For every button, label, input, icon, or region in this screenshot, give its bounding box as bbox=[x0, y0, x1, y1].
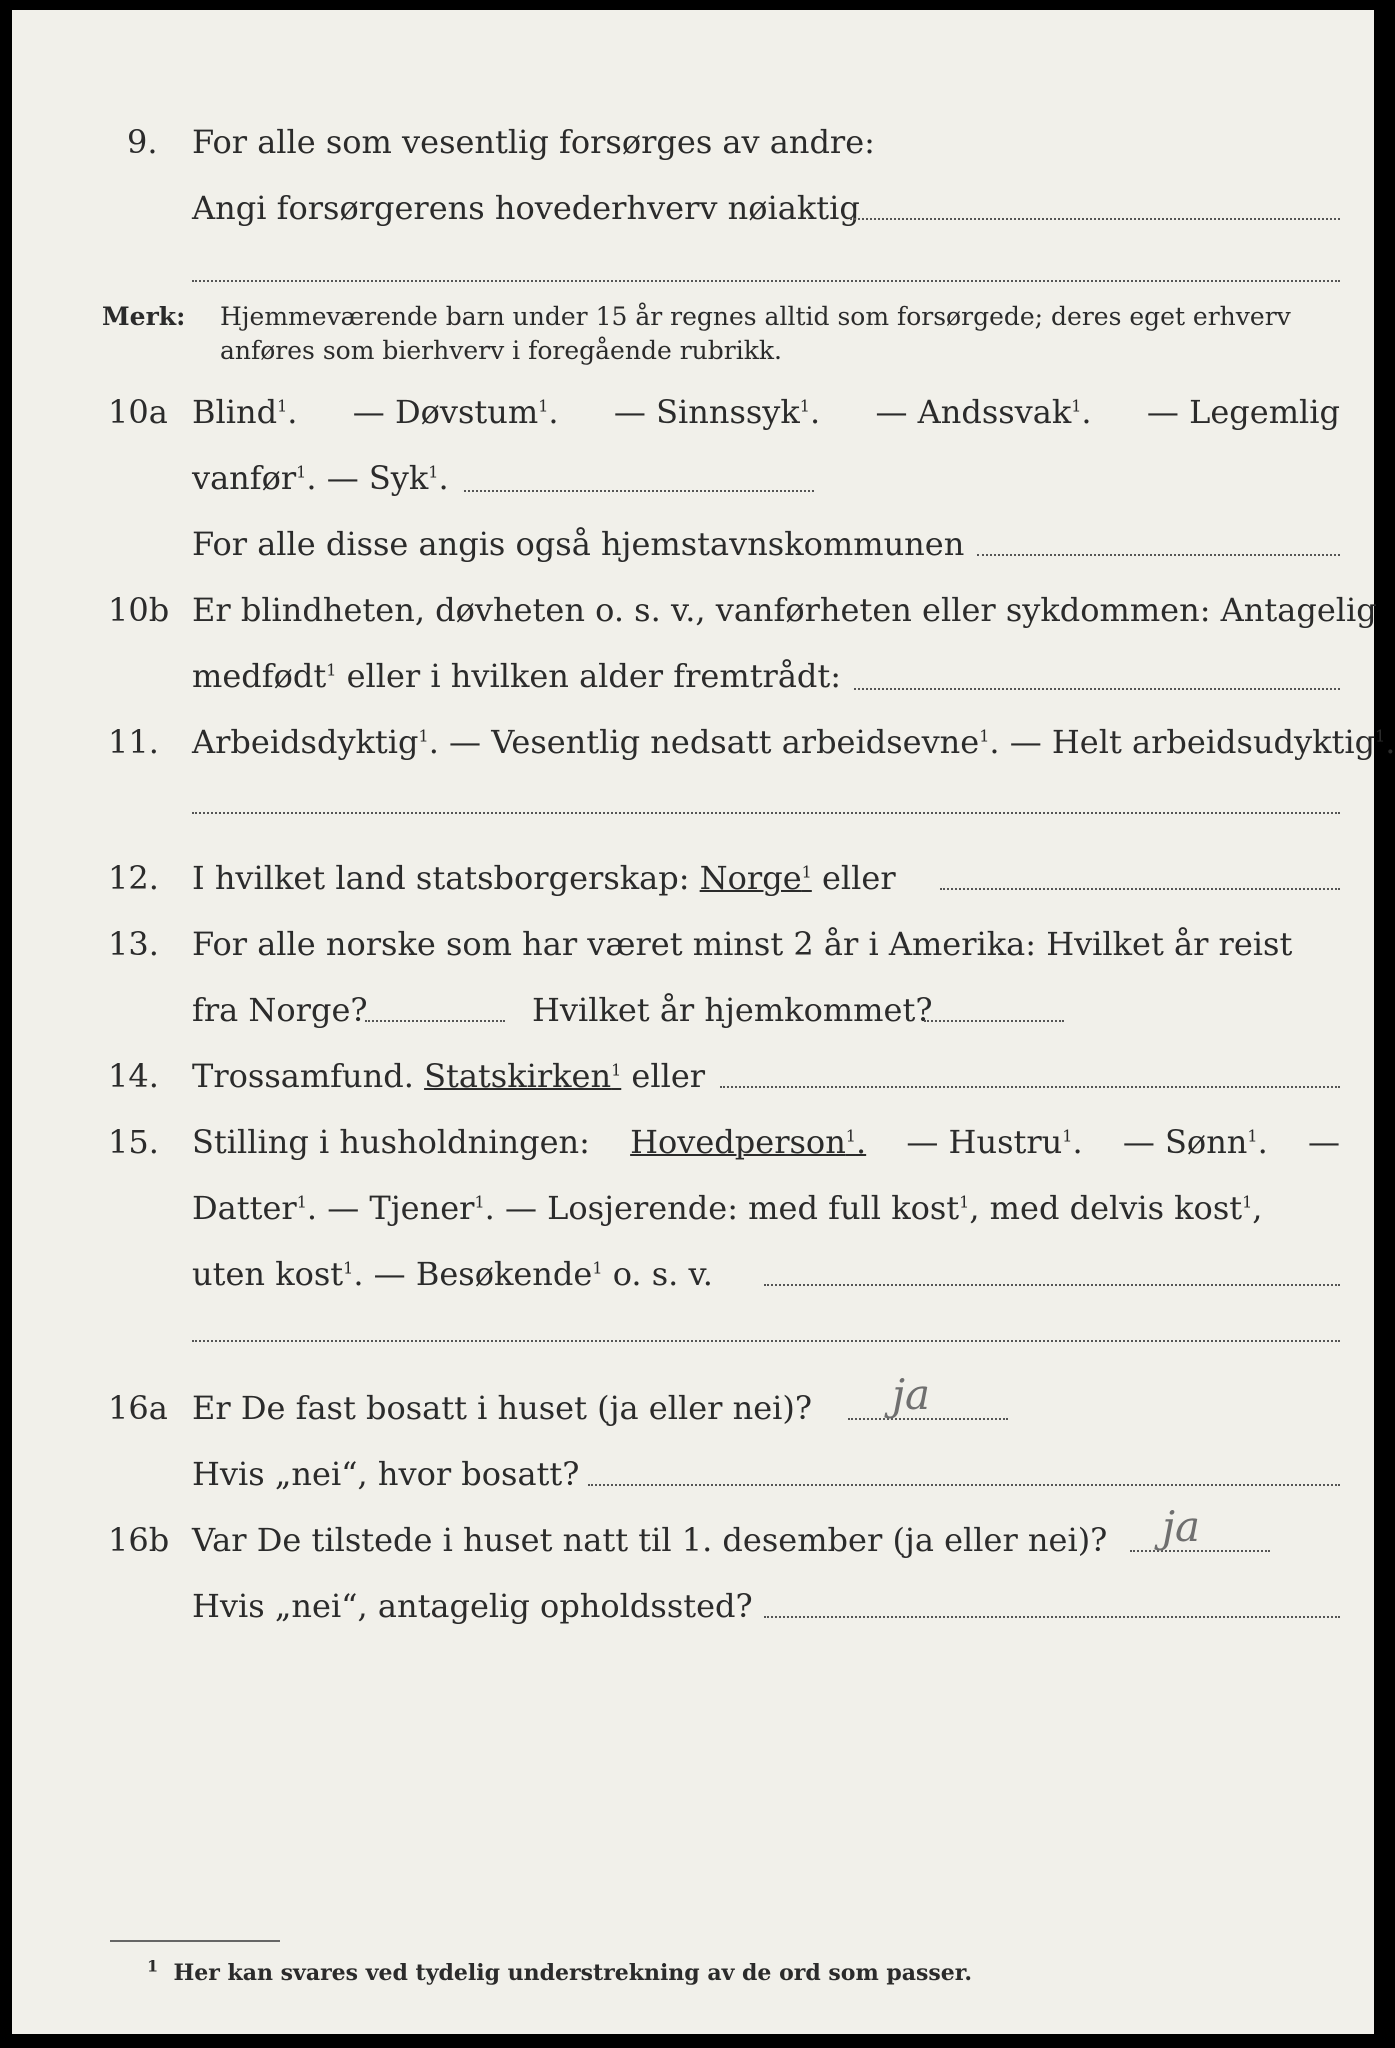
q9-line1: For alle som vesentlig forsørges av andre: bbox=[192, 123, 875, 161]
q12-text: I hvilket land statsborgerskap: bbox=[192, 859, 690, 897]
q9-number: 9. bbox=[127, 123, 158, 161]
q12-eller: eller bbox=[821, 859, 896, 897]
q11-nedsatt: — Vesentlig nedsatt arbeidsevne bbox=[449, 723, 980, 761]
q15-hovedperson-label: Hovedperson bbox=[630, 1123, 846, 1161]
q16b-line2: Hvis „nei“, antagelig opholdssted? bbox=[192, 1587, 753, 1625]
sup-mark: 1 bbox=[296, 462, 307, 482]
q10b-number: 10b bbox=[108, 591, 170, 629]
q10a-dovstum: — Døvstum bbox=[352, 393, 539, 431]
q16b-number: 16b bbox=[108, 1521, 170, 1559]
q10a-andssvak: — Andssvak bbox=[875, 393, 1072, 431]
q16a-bosatt-field[interactable] bbox=[588, 1484, 1340, 1486]
q10a-legemlig: — Legemlig bbox=[1146, 393, 1340, 431]
q9-answer-field-2[interactable] bbox=[192, 280, 1340, 282]
footnote bbox=[147, 1956, 973, 1986]
sup-mark: 1 bbox=[326, 660, 337, 680]
sup-mark: 1 bbox=[277, 396, 288, 416]
q15-tjener: — Tjener bbox=[327, 1189, 475, 1227]
q10a-line1: Blind$^1$. — Døvstum$^1$. — Sinnssyk$^1$. — Andssvak$^1$. — Legemlig bbox=[192, 393, 1340, 431]
q13-line1: For alle norske som har været minst 2 år i Amerika: Hvilket år reist bbox=[192, 925, 1293, 963]
q14-text: Trossamfund. bbox=[192, 1057, 414, 1095]
sup-mark: 1 bbox=[799, 396, 810, 416]
q14-number: 14. bbox=[108, 1057, 159, 1095]
q16b-handwritten-answer: ja bbox=[1162, 1502, 1201, 1551]
q16a-line1: Er De fast bosatt i huset (ja eller nei)? bbox=[192, 1389, 813, 1427]
q16b-line1: Var De tilstede i huset natt til 1. desember (ja eller nei)? bbox=[192, 1521, 1108, 1559]
q15-hustru: — Hustru bbox=[906, 1123, 1063, 1161]
q13-reist: fra Norge? bbox=[192, 991, 368, 1029]
q12-number: 12. bbox=[108, 859, 159, 897]
q15-hovedperson[interactable]: Hovedperson$^1$. bbox=[630, 1123, 867, 1161]
q12-country-field[interactable] bbox=[940, 888, 1340, 890]
sup-mark: 1 bbox=[979, 726, 990, 746]
sup-mark: 1 bbox=[1375, 726, 1386, 746]
q16a-line2: Hvis „nei“, hvor bosatt? bbox=[192, 1455, 580, 1493]
sup-mark: 1 bbox=[1242, 1192, 1253, 1212]
q15-line2: Datter$^1$. — Tjener$^1$. — Losjerende: med full kost$^1$, med delvis kost$^1$, bbox=[192, 1189, 1263, 1227]
q15-datter: Datter bbox=[192, 1189, 297, 1227]
sup-mark: 1 bbox=[474, 1192, 485, 1212]
sup-mark: 1 bbox=[418, 726, 429, 746]
q11-udyktig: — Helt arbeidsudyktig bbox=[1009, 723, 1376, 761]
q10a-vanfor: vanfør bbox=[192, 459, 297, 497]
q15-number: 15. bbox=[108, 1123, 159, 1161]
q14-trossamfund-field[interactable] bbox=[720, 1086, 1340, 1088]
sup-mark: 1 bbox=[801, 862, 812, 882]
footnote-rule bbox=[110, 1940, 280, 1942]
q11-answer-field[interactable] bbox=[192, 812, 1340, 814]
sup-mark: 1 bbox=[538, 396, 549, 416]
q15-stilling-field[interactable] bbox=[764, 1284, 1340, 1286]
q15-sonn: — Sønn bbox=[1122, 1123, 1248, 1161]
q10a-blind: Blind bbox=[192, 393, 278, 431]
footnote-mark: 1 bbox=[147, 1956, 159, 1976]
sup-mark: 1 bbox=[1247, 1126, 1258, 1146]
q14-statskirken[interactable] bbox=[424, 1057, 621, 1095]
q9-answer-field[interactable] bbox=[850, 218, 1340, 220]
q15-dash: — bbox=[1307, 1123, 1340, 1161]
q10b-medfodt: medfødt bbox=[192, 657, 327, 695]
sup-mark: 1 bbox=[343, 1258, 354, 1278]
q9-line2: Angi forsørgerens hovederhverv nøiaktig bbox=[192, 189, 860, 227]
q13-reist-field[interactable] bbox=[365, 1020, 505, 1022]
q10a-hjemstavn-field[interactable] bbox=[977, 554, 1340, 556]
q15-line1: Stilling i husholdningen: Hovedperson$^1$. — Hustru$^1$. — Sønn$^1$. — bbox=[192, 1123, 1340, 1161]
q10a-syk-field[interactable] bbox=[464, 490, 814, 492]
q15-uten-kost: uten kost bbox=[192, 1255, 344, 1293]
q13-hjemkommet: Hvilket år hjemkommet? bbox=[532, 991, 933, 1029]
q13-number: 13. bbox=[108, 925, 159, 963]
q15-besokende: — Besøkende bbox=[373, 1255, 593, 1293]
sup-mark: 1 bbox=[1062, 1126, 1073, 1146]
q10a-sinnssyk: — Sinnssyk bbox=[613, 393, 800, 431]
q15-osv: o. s. v. bbox=[612, 1255, 713, 1293]
q10b-line1: Er blindheten, døvheten o. s. v., vanførheten eller sykdommen: Antagelig bbox=[192, 591, 1377, 629]
footnote-text: Her kan svares ved tydelig understrekning av de ord som passer. bbox=[173, 1960, 973, 1986]
q15-delvis-kost: , med delvis kost bbox=[969, 1189, 1243, 1227]
sup-mark: 1 bbox=[959, 1192, 970, 1212]
q11-line: Arbeidsdyktig$^1$. — Vesentlig nedsatt arbeidsevne$^1$. — Helt arbeidsudyktig$^1$. bbox=[192, 723, 1395, 761]
census-form-page bbox=[12, 10, 1395, 2034]
q15-full-kost: — Losjerende: med full kost bbox=[504, 1189, 960, 1227]
q11-arbeidsdyktig: Arbeidsdyktig bbox=[192, 723, 419, 761]
q14-line bbox=[192, 1056, 705, 1096]
q12-norge-label: Norge bbox=[699, 859, 802, 897]
q15-answer-field-2[interactable] bbox=[192, 1340, 1340, 1342]
sup-mark: 1 bbox=[611, 1060, 622, 1080]
q12-norge[interactable] bbox=[700, 859, 812, 897]
sup-mark: 1 bbox=[845, 1126, 856, 1146]
q10a-line2: vanfør$^1$. — Syk$^1$. bbox=[192, 459, 449, 497]
q15-comma: , bbox=[1252, 1189, 1263, 1227]
q13-hjemkommet-field[interactable] bbox=[924, 1020, 1064, 1022]
sup-mark: 1 bbox=[296, 1192, 307, 1212]
merk-label: Merk: bbox=[102, 302, 186, 331]
q12-line bbox=[192, 858, 896, 898]
q10a-syk: — Syk bbox=[326, 459, 429, 497]
merk-line2: anføres som bierhverv i foregående rubrikk. bbox=[220, 336, 782, 365]
q10b-line2 bbox=[192, 656, 841, 696]
q10a-number: 10a bbox=[108, 393, 168, 431]
sup-mark: 1 bbox=[428, 462, 439, 482]
q11-number: 11. bbox=[108, 723, 159, 761]
q16b-opholdssted-field[interactable] bbox=[764, 1616, 1340, 1618]
q14-statskirken-label: Statskirken bbox=[424, 1057, 612, 1095]
merk-line1: Hjemmeværende barn under 15 år regnes alltid som forsørgede; deres eget erhverv bbox=[220, 302, 1291, 331]
q15-line3: uten kost$^1$. — Besøkende$^1$ o. s. v. bbox=[192, 1255, 713, 1293]
q16a-handwritten-answer: ja bbox=[892, 1370, 931, 1419]
q10b-alder: eller i hvilken alder fremtrådt: bbox=[346, 657, 842, 695]
q14-eller: eller bbox=[631, 1057, 706, 1095]
sup-mark: 1 bbox=[592, 1258, 603, 1278]
q10a-line3: For alle disse angis også hjemstavnskommunen bbox=[192, 525, 965, 563]
q16a-number: 16a bbox=[108, 1389, 168, 1427]
sup-mark: 1 bbox=[1071, 396, 1082, 416]
q10b-alder-field[interactable] bbox=[854, 688, 1340, 690]
q15-stilling: Stilling i husholdningen: bbox=[192, 1123, 590, 1161]
